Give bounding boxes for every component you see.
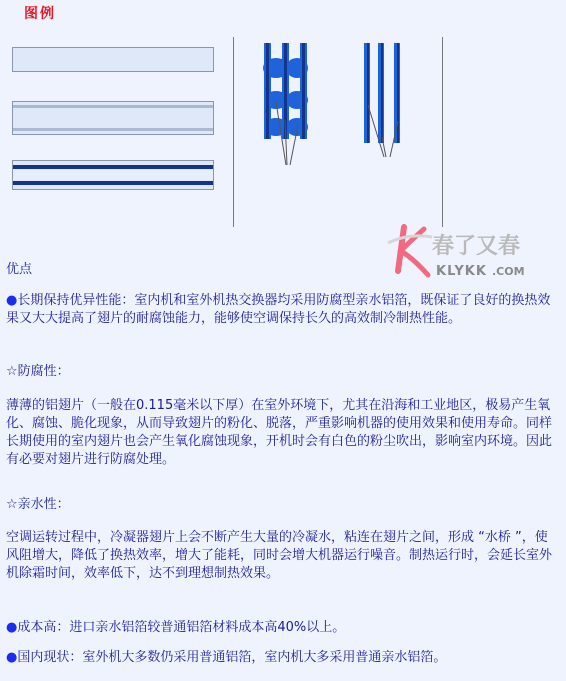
status-text: 国内现状：室外机大多数仍采用普通铝箔，室内机大多采用普通亲水铝箔。 — [17, 650, 447, 665]
hydrophilic-paragraph: 空调运转过程中，冷凝器翅片上会不断产生大量的冷凝水，粘连在翅片之间，形成 “水桥 ”，使风阻增大，降低了换热效率，增大了能耗，同时会增大机器运行噪音。制热运行时，会延长室外机除霜时间，效率低下，达不到理想制热效果。 — [6, 530, 553, 581]
svg-text:KLYKK: KLYKK — [436, 264, 487, 279]
hydrophilic-foil-strip — [12, 160, 214, 190]
bullet-dot-icon: ● — [6, 650, 18, 665]
durability-text: 长期保持优异性能：室内机和室外机热交换器均采用防腐型亲水铝箔，既保证了良好的换热效果又大大提高了翅片的耐腐蚀能力，能够使空调保持长久的高效制冷制热性能。 — [6, 293, 551, 326]
durability-paragraph — [6, 292, 560, 328]
corrosion-paragraph: 薄薄的铝翅片（一般在0.115毫米以下厚）在室外环境下，尤其在沿海和工业地区，极易产生氧化、腐蚀、脆化现象，从而导致翅片的粉化、脱落，严重影响机器的使用效果和使用寿命。同样长期使用的室内翅片也会产生氧化腐蚀现象，开机时会有白色的粉尘吹出，影响室内环境。因此有必要对翅片进行防腐处理。 — [6, 398, 553, 467]
advantages-heading: 优点 — [6, 262, 33, 277]
figure-title: 图例 — [24, 6, 56, 22]
corrosion-heading: ☆防腐性： — [6, 364, 70, 379]
cost-paragraph — [6, 619, 560, 637]
plain-foil-strip — [12, 47, 214, 72]
water-bridge-fins — [263, 43, 308, 165]
coated-foil-strip — [12, 101, 214, 135]
bullet-dot-icon: ● — [6, 293, 18, 308]
fin-cross-section-diagram — [234, 37, 442, 227]
status-paragraph — [6, 649, 560, 667]
cost-text: 成本高：进口亲水铝箔较普通铝箔材料成本高40%以上。 — [17, 620, 346, 635]
svg-text:春了又春: 春了又春 — [432, 234, 521, 259]
bullet-dot-icon: ● — [6, 620, 18, 635]
fin-cross-section-panel — [233, 37, 443, 227]
svg-text:.COM: .COM — [492, 265, 525, 278]
hydrophilic-fins — [364, 43, 400, 157]
hydrophilic-heading: ☆亲水性： — [6, 497, 70, 512]
